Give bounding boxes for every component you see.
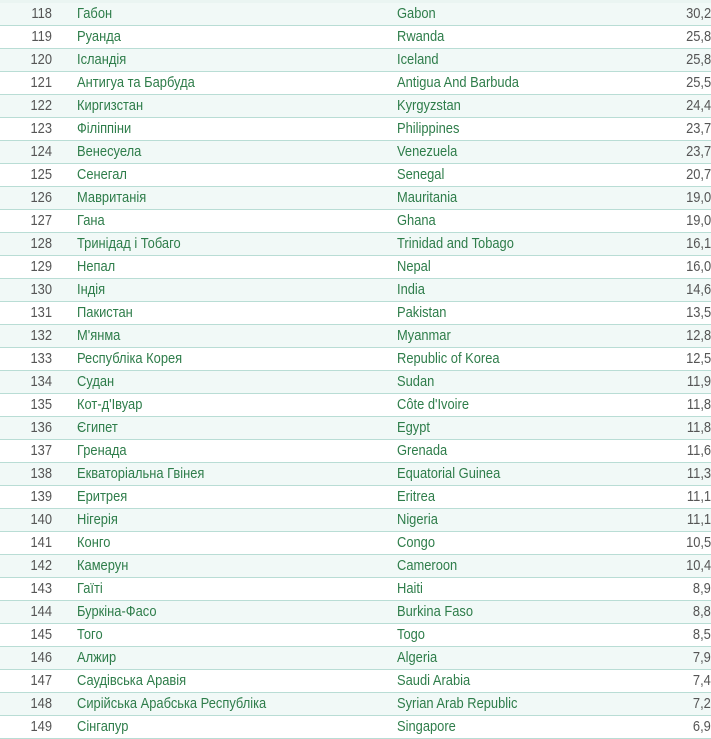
value-cell xyxy=(637,463,711,486)
value-cell xyxy=(637,578,711,601)
value-cell-text: 19,0 xyxy=(685,189,711,206)
value-cell xyxy=(637,670,711,693)
rank-cell xyxy=(0,670,52,693)
country-name-uk-cell-text: Філіппіни xyxy=(77,120,132,137)
value-cell-text: 7,4 xyxy=(693,672,711,689)
rank-cell xyxy=(0,371,52,394)
table-row xyxy=(0,670,711,693)
rank-cell-text: 145 xyxy=(30,626,52,643)
rank-cell-text: 118 xyxy=(31,5,52,22)
value-cell-text: 11,9 xyxy=(686,373,711,390)
value-cell-text: 10,5 xyxy=(685,534,711,551)
value-cell xyxy=(637,72,711,95)
country-name-en-cell xyxy=(397,210,637,233)
rank-cell xyxy=(0,141,52,164)
table-row xyxy=(0,647,711,670)
country-name-en-cell xyxy=(397,693,637,716)
rank-cell xyxy=(0,233,52,256)
value-cell-text: 25,8 xyxy=(685,51,711,68)
country-name-uk-cell xyxy=(52,624,397,647)
country-name-uk-cell-text: Тринідад і Тобаго xyxy=(77,235,181,252)
value-cell-text: 11,6 xyxy=(686,442,711,459)
country-name-en-cell xyxy=(397,164,637,187)
country-name-en-cell-text: Equatorial Guinea xyxy=(397,465,501,482)
country-name-uk-cell xyxy=(52,256,397,279)
rank-cell-text: 128 xyxy=(30,235,52,252)
rank-cell-text: 130 xyxy=(30,281,52,298)
country-name-uk-cell xyxy=(52,95,397,118)
rank-cell-text: 132 xyxy=(30,327,52,344)
country-name-uk-cell xyxy=(52,440,397,463)
country-name-en-cell-text: Saudi Arabia xyxy=(397,672,471,689)
country-name-uk-cell xyxy=(52,463,397,486)
country-name-uk-cell xyxy=(52,670,397,693)
country-name-en-cell-text: Congo xyxy=(397,534,436,551)
table-row xyxy=(0,95,711,118)
rank-cell-text: 126 xyxy=(30,189,52,206)
rank-cell xyxy=(0,95,52,118)
country-name-en-cell xyxy=(397,716,637,739)
rank-cell xyxy=(0,440,52,463)
value-cell xyxy=(637,302,711,325)
country-ranking-table xyxy=(0,3,711,739)
country-name-en-cell-text: Myanmar xyxy=(397,327,451,344)
value-cell-text: 16,1 xyxy=(685,235,711,252)
country-name-en-cell-text: Republic of Korea xyxy=(397,350,500,367)
rank-cell xyxy=(0,164,52,187)
rank-cell xyxy=(0,555,52,578)
country-name-en-cell xyxy=(397,348,637,371)
rank-cell xyxy=(0,532,52,555)
rank-cell-text: 138 xyxy=(30,465,52,482)
value-cell-text: 11,1 xyxy=(686,511,711,528)
value-cell xyxy=(637,49,711,72)
country-name-uk-cell-text: Конго xyxy=(77,534,111,551)
table-row xyxy=(0,210,711,233)
table-body xyxy=(0,3,711,739)
table-row xyxy=(0,371,711,394)
value-cell xyxy=(637,348,711,371)
country-name-uk-cell xyxy=(52,647,397,670)
value-cell-text: 30,2 xyxy=(685,5,711,22)
country-name-uk-cell xyxy=(52,371,397,394)
value-cell xyxy=(637,26,711,49)
value-cell xyxy=(637,256,711,279)
country-name-en-cell xyxy=(397,26,637,49)
value-cell xyxy=(637,509,711,532)
rank-cell xyxy=(0,716,52,739)
value-cell xyxy=(637,187,711,210)
country-name-en-cell xyxy=(397,233,637,256)
country-name-en-cell-text: Iceland xyxy=(397,51,439,68)
country-name-en-cell xyxy=(397,187,637,210)
country-name-en-cell xyxy=(397,279,637,302)
country-name-uk-cell xyxy=(52,394,397,417)
value-cell-text: 23,7 xyxy=(685,143,711,160)
rank-cell-text: 149 xyxy=(30,718,52,735)
country-name-en-cell-text: Eritrea xyxy=(397,488,436,505)
value-cell-text: 11,1 xyxy=(686,488,711,505)
country-name-uk-cell xyxy=(52,578,397,601)
rank-cell xyxy=(0,394,52,417)
value-cell-text: 25,5 xyxy=(685,74,711,91)
value-cell xyxy=(637,716,711,739)
country-name-en-cell xyxy=(397,394,637,417)
country-name-uk-cell xyxy=(52,325,397,348)
table-row xyxy=(0,187,711,210)
country-name-uk-cell-text: Алжир xyxy=(77,649,117,666)
value-cell-text: 16,0 xyxy=(685,258,711,275)
country-name-en-cell xyxy=(397,601,637,624)
rank-cell xyxy=(0,118,52,141)
table-row xyxy=(0,394,711,417)
rank-cell-text: 144 xyxy=(30,603,52,620)
country-name-en-cell xyxy=(397,256,637,279)
country-name-uk-cell-text: Республіка Корея xyxy=(77,350,183,367)
rank-cell-text: 120 xyxy=(30,51,52,68)
table-row xyxy=(0,233,711,256)
rank-cell-text: 123 xyxy=(30,120,52,137)
country-name-en-cell-text: Ghana xyxy=(397,212,436,229)
value-cell-text: 14,6 xyxy=(685,281,711,298)
rank-cell-text: 137 xyxy=(30,442,52,459)
rank-cell-text: 135 xyxy=(30,396,52,413)
value-cell xyxy=(637,693,711,716)
country-name-uk-cell xyxy=(52,417,397,440)
value-cell xyxy=(637,233,711,256)
table-row xyxy=(0,486,711,509)
rank-cell xyxy=(0,325,52,348)
rank-cell xyxy=(0,693,52,716)
country-name-uk-cell-text: Гана xyxy=(77,212,105,229)
value-cell-text: 19,0 xyxy=(685,212,711,229)
rank-cell-text: 139 xyxy=(30,488,52,505)
country-name-uk-cell xyxy=(52,118,397,141)
value-cell xyxy=(637,118,711,141)
table-row xyxy=(0,463,711,486)
country-name-uk-cell-text: Непал xyxy=(77,258,116,275)
country-name-uk-cell-text: Сінгапур xyxy=(77,718,129,735)
rank-cell-text: 140 xyxy=(30,511,52,528)
rank-cell xyxy=(0,3,52,26)
value-cell-text: 13,5 xyxy=(685,304,711,321)
table-row xyxy=(0,164,711,187)
table-row xyxy=(0,578,711,601)
country-name-uk-cell xyxy=(52,233,397,256)
country-name-uk-cell xyxy=(52,532,397,555)
country-name-uk-cell xyxy=(52,26,397,49)
value-cell-text: 7,9 xyxy=(693,649,711,666)
country-name-en-cell-text: Kyrgyzstan xyxy=(397,97,461,114)
rank-cell-text: 119 xyxy=(31,28,52,45)
value-cell xyxy=(637,210,711,233)
country-name-uk-cell xyxy=(52,601,397,624)
country-name-uk-cell xyxy=(52,486,397,509)
value-cell-text: 23,7 xyxy=(685,120,711,137)
country-name-en-cell xyxy=(397,141,637,164)
value-cell-text: 8,8 xyxy=(693,603,711,620)
country-name-uk-cell-text: Єгипет xyxy=(77,419,118,436)
value-cell-text: 12,8 xyxy=(685,327,711,344)
value-cell xyxy=(637,601,711,624)
rank-cell xyxy=(0,417,52,440)
rank-cell-text: 143 xyxy=(30,580,52,597)
country-name-uk-cell-text: Того xyxy=(77,626,103,643)
rank-cell xyxy=(0,601,52,624)
rank-cell-text: 129 xyxy=(30,258,52,275)
rank-cell xyxy=(0,463,52,486)
country-name-en-cell-text: Togo xyxy=(397,626,425,643)
country-name-en-cell xyxy=(397,440,637,463)
country-name-en-cell-text: Senegal xyxy=(397,166,445,183)
country-name-uk-cell xyxy=(52,141,397,164)
table-row xyxy=(0,279,711,302)
country-name-uk-cell-text: Пакистан xyxy=(77,304,133,321)
table-row xyxy=(0,532,711,555)
country-name-uk-cell xyxy=(52,348,397,371)
table-row xyxy=(0,325,711,348)
country-name-en-cell-text: Sudan xyxy=(397,373,435,390)
rank-cell-text: 121 xyxy=(30,74,52,91)
country-name-uk-cell-text: Судан xyxy=(77,373,115,390)
country-name-en-cell xyxy=(397,325,637,348)
table-row xyxy=(0,555,711,578)
country-name-uk-cell-text: Габон xyxy=(77,5,113,22)
country-name-uk-cell-text: Кот-д'Івуар xyxy=(77,396,143,413)
country-name-en-cell xyxy=(397,3,637,26)
rank-cell xyxy=(0,578,52,601)
table-row xyxy=(0,509,711,532)
table-row xyxy=(0,72,711,95)
country-name-uk-cell-text: М'янма xyxy=(77,327,121,344)
country-name-uk-cell-text: Ісландія xyxy=(77,51,127,68)
country-name-uk-cell-text: Мавританія xyxy=(77,189,147,206)
value-cell xyxy=(637,325,711,348)
table-row xyxy=(0,624,711,647)
country-name-en-cell-text: India xyxy=(397,281,425,298)
value-cell-text: 24,4 xyxy=(685,97,711,114)
country-name-en-cell xyxy=(397,509,637,532)
country-name-en-cell-text: Haiti xyxy=(397,580,423,597)
country-name-en-cell xyxy=(397,578,637,601)
country-name-en-cell-text: Philippines xyxy=(397,120,460,137)
rank-cell-text: 125 xyxy=(30,166,52,183)
country-name-en-cell-text: Venezuela xyxy=(397,143,458,160)
country-name-en-cell xyxy=(397,670,637,693)
value-cell xyxy=(637,164,711,187)
table-row xyxy=(0,256,711,279)
rank-cell xyxy=(0,279,52,302)
country-name-en-cell-text: Nepal xyxy=(397,258,431,275)
country-name-en-cell xyxy=(397,49,637,72)
country-name-en-cell-text: Algeria xyxy=(397,649,438,666)
country-name-uk-cell xyxy=(52,693,397,716)
value-cell-text: 11,8 xyxy=(686,396,711,413)
rank-cell-text: 147 xyxy=(30,672,52,689)
rank-cell xyxy=(0,72,52,95)
country-name-en-cell xyxy=(397,72,637,95)
value-cell-text: 10,4 xyxy=(685,557,711,574)
rank-cell-text: 148 xyxy=(30,695,52,712)
country-name-en-cell xyxy=(397,118,637,141)
rank-cell-text: 136 xyxy=(30,419,52,436)
rank-cell xyxy=(0,49,52,72)
value-cell-text: 11,8 xyxy=(686,419,711,436)
country-name-uk-cell-text: Саудівська Аравія xyxy=(77,672,187,689)
country-name-uk-cell xyxy=(52,72,397,95)
value-cell xyxy=(637,417,711,440)
country-name-uk-cell xyxy=(52,509,397,532)
country-name-en-cell xyxy=(397,95,637,118)
table-row xyxy=(0,26,711,49)
country-name-uk-cell xyxy=(52,187,397,210)
table-row xyxy=(0,141,711,164)
rank-cell xyxy=(0,624,52,647)
rank-cell xyxy=(0,348,52,371)
value-cell-text: 8,5 xyxy=(693,626,711,643)
value-cell-text: 7,2 xyxy=(693,695,711,712)
value-cell-text: 8,9 xyxy=(693,580,711,597)
country-name-en-cell-text: Gabon xyxy=(397,5,436,22)
country-name-en-cell xyxy=(397,555,637,578)
country-name-uk-cell xyxy=(52,279,397,302)
country-name-uk-cell-text: Киргизстан xyxy=(77,97,144,114)
table-row xyxy=(0,348,711,371)
value-cell xyxy=(637,95,711,118)
country-name-en-cell-text: Trinidad and Tobago xyxy=(397,235,514,252)
rank-cell-text: 122 xyxy=(30,97,52,114)
value-cell-text: 25,8 xyxy=(685,28,711,45)
country-name-uk-cell-text: Сенегал xyxy=(77,166,127,183)
rank-cell xyxy=(0,509,52,532)
rank-cell-text: 146 xyxy=(30,649,52,666)
value-cell xyxy=(637,647,711,670)
country-name-uk-cell xyxy=(52,555,397,578)
value-cell xyxy=(637,371,711,394)
rank-cell xyxy=(0,187,52,210)
country-name-uk-cell-text: Антигуа та Барбуда xyxy=(77,74,195,91)
value-cell xyxy=(637,440,711,463)
table-row xyxy=(0,601,711,624)
rank-cell xyxy=(0,486,52,509)
table-row xyxy=(0,417,711,440)
value-cell xyxy=(637,279,711,302)
country-name-en-cell-text: Grenada xyxy=(397,442,448,459)
country-name-en-cell-text: Egypt xyxy=(397,419,430,436)
country-name-en-cell-text: Rwanda xyxy=(397,28,445,45)
rank-cell-text: 142 xyxy=(30,557,52,574)
country-name-uk-cell xyxy=(52,302,397,325)
country-name-uk-cell-text: Гаїті xyxy=(77,580,103,597)
country-name-uk-cell xyxy=(52,210,397,233)
country-name-uk-cell-text: Еритрея xyxy=(77,488,128,505)
country-name-en-cell xyxy=(397,647,637,670)
rank-cell-text: 131 xyxy=(30,304,52,321)
country-name-uk-cell-text: Буркіна-Фасо xyxy=(77,603,157,620)
table-row xyxy=(0,693,711,716)
value-cell xyxy=(637,624,711,647)
country-name-en-cell xyxy=(397,302,637,325)
table-row xyxy=(0,3,711,26)
table-row xyxy=(0,440,711,463)
country-name-en-cell xyxy=(397,417,637,440)
country-name-uk-cell-text: Венесуела xyxy=(77,143,142,160)
country-name-uk-cell xyxy=(52,164,397,187)
country-name-uk-cell-text: Індія xyxy=(77,281,106,298)
rank-cell xyxy=(0,647,52,670)
country-name-en-cell-text: Nigeria xyxy=(397,511,438,528)
value-cell xyxy=(637,486,711,509)
country-name-uk-cell xyxy=(52,49,397,72)
rank-cell xyxy=(0,256,52,279)
country-name-en-cell-text: Syrian Arab Republic xyxy=(397,695,518,712)
value-cell-text: 20,7 xyxy=(685,166,711,183)
table-row xyxy=(0,716,711,739)
country-name-uk-cell-text: Камерун xyxy=(77,557,129,574)
country-name-uk-cell-text: Сирійська Арабська Республіка xyxy=(77,695,267,712)
country-name-en-cell-text: Singapore xyxy=(397,718,456,735)
country-name-en-cell-text: Burkina Faso xyxy=(397,603,474,620)
rank-cell-text: 133 xyxy=(30,350,52,367)
country-name-en-cell xyxy=(397,486,637,509)
rank-cell-text: 134 xyxy=(30,373,52,390)
country-name-en-cell xyxy=(397,463,637,486)
country-name-en-cell xyxy=(397,371,637,394)
value-cell-text: 12,5 xyxy=(685,350,711,367)
rank-cell xyxy=(0,302,52,325)
value-cell xyxy=(637,141,711,164)
rank-cell xyxy=(0,26,52,49)
country-name-en-cell-text: Pakistan xyxy=(397,304,447,321)
rank-cell xyxy=(0,210,52,233)
country-name-uk-cell-text: Гренада xyxy=(77,442,127,459)
country-name-en-cell-text: Cameroon xyxy=(397,557,458,574)
rank-cell-text: 141 xyxy=(30,534,52,551)
value-cell xyxy=(637,555,711,578)
value-cell xyxy=(637,532,711,555)
value-cell xyxy=(637,3,711,26)
value-cell xyxy=(637,394,711,417)
rank-cell-text: 127 xyxy=(30,212,52,229)
country-name-en-cell-text: Mauritania xyxy=(397,189,458,206)
table-row xyxy=(0,49,711,72)
rank-cell-text: 124 xyxy=(30,143,52,160)
country-name-en-cell xyxy=(397,532,637,555)
country-name-uk-cell-text: Екваторіальна Гвінея xyxy=(77,465,205,482)
country-name-en-cell-text: Antigua And Barbuda xyxy=(397,74,519,91)
country-name-en-cell xyxy=(397,624,637,647)
country-name-uk-cell xyxy=(52,3,397,26)
value-cell-text: 11,3 xyxy=(686,465,711,482)
country-name-uk-cell-text: Руанда xyxy=(77,28,121,45)
country-name-en-cell-text: Côte d'Ivoire xyxy=(397,396,470,413)
table-row xyxy=(0,302,711,325)
country-name-uk-cell-text: Нігерія xyxy=(77,511,118,528)
table-row xyxy=(0,118,711,141)
value-cell-text: 6,9 xyxy=(693,718,711,735)
country-name-uk-cell xyxy=(52,716,397,739)
